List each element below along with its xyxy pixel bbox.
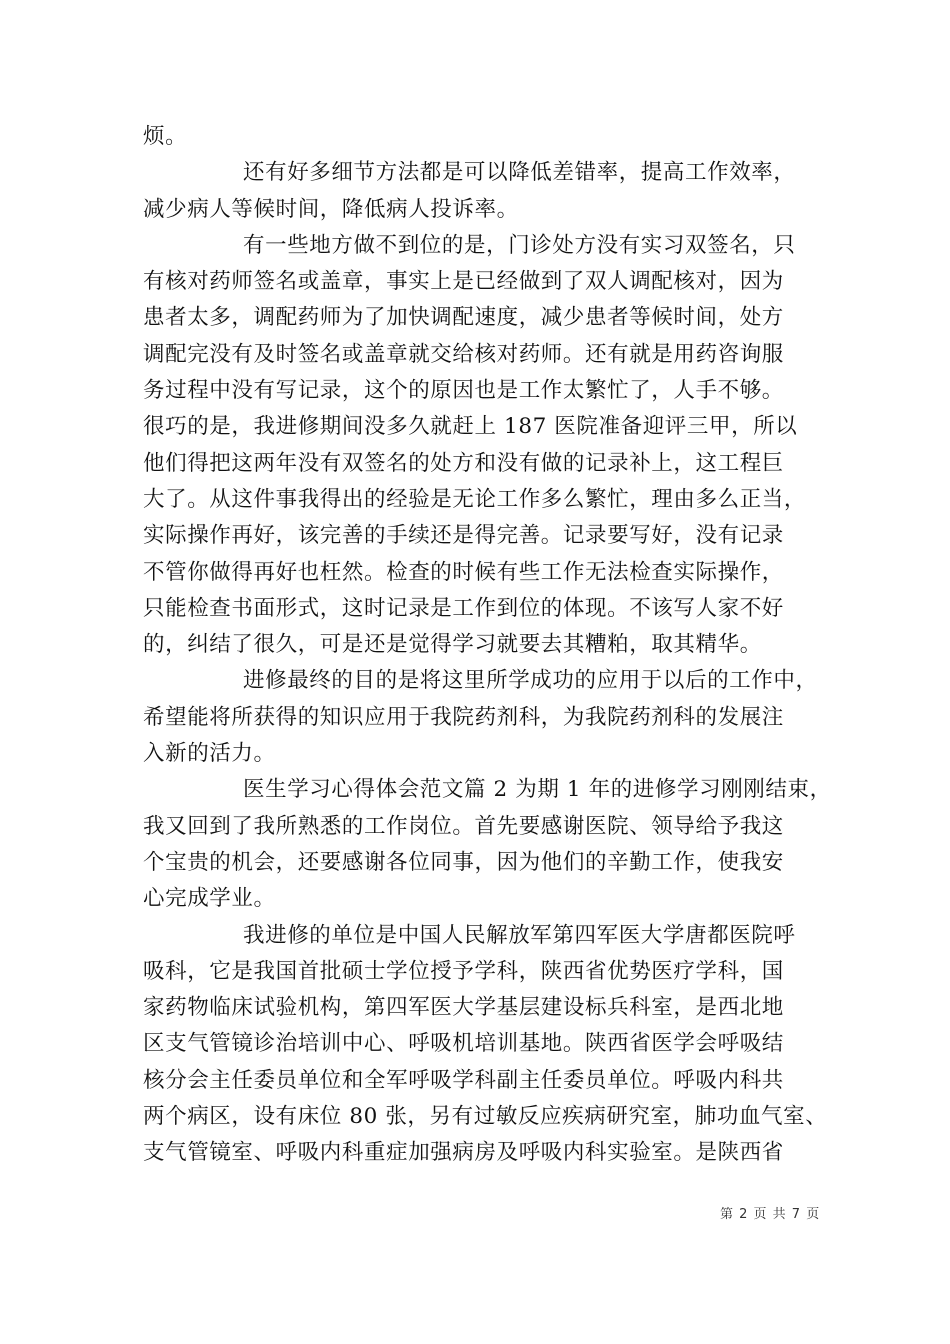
text-line: 有一些地方做不到位的是，门诊处方没有实习双签名，只 <box>243 232 796 258</box>
text-line: 不管你做得再好也枉然。检查的时候有些工作无法检查实际操作， <box>143 559 784 585</box>
text-line: 医生学习心得体会范文篇 2 为期 1 年的进修学习刚刚结束， <box>243 777 832 803</box>
page-number-footer: 第 2 页 共 7 页 <box>720 1207 821 1222</box>
text-line: 希望能将所获得的知识应用于我院药剂科，为我院药剂科的发展注 <box>143 704 784 730</box>
text-line: 吸科，它是我国首批硕士学位授予学科，陕西省优势医疗学科，国 <box>143 958 784 984</box>
text-line: 核分会主任委员单位和全军呼吸学科副主任委员单位。呼吸内科共 <box>143 1067 784 1093</box>
text-line: 心完成学业。 <box>143 886 276 912</box>
text-line: 务过程中没有写记录，这个的原因也是工作太繁忙了，人手不够。 <box>143 378 784 404</box>
text-line: 家药物临床试验机构，第四军医大学基层建设标兵科室，是西北地 <box>143 995 784 1021</box>
document-body <box>143 119 832 1172</box>
text-line: 有核对药师签名或盖章，事实上是已经做到了双人调配核对，因为 <box>143 269 784 295</box>
text-line: 我进修的单位是中国人民解放军第四军医大学唐都医院呼 <box>243 922 796 948</box>
text-line: 患者太多，调配药师为了加快调配速度，减少患者等候时间，处方 <box>143 305 784 331</box>
text-line: 大了。从这件事我得出的经验是无论工作多么繁忙，理由多么正当， <box>143 486 807 512</box>
text-line: 两个病区，设有床位 80 张，另有过敏反应疾病研究室，肺功血气室、 <box>143 1104 828 1130</box>
text-line: 还有好多细节方法都是可以降低差错率，提高工作效率， <box>243 160 796 186</box>
text-line: 的，纠结了很久，可是还是觉得学习就要去其糟粕，取其精华。 <box>143 632 762 658</box>
text-line: 烦。 <box>143 124 188 149</box>
text-line: 实际操作再好，该完善的手续还是得完善。记录要写好，没有记录 <box>143 523 784 549</box>
text-line: 进修最终的目的是将这里所学成功的应用于以后的工作中， <box>243 668 818 694</box>
text-line: 减少病人等候时间，降低病人投诉率。 <box>143 196 519 222</box>
text-line: 很巧的是，我进修期间没多久就赶上 187 医院准备迎评三甲，所以 <box>143 414 798 440</box>
text-line: 支气管镜室、呼吸内科重症加强病房及呼吸内科实验室。是陕西省 <box>143 1140 784 1166</box>
text-line: 我又回到了我所熟悉的工作岗位。首先要感谢医院、领导给予我这 <box>143 813 784 839</box>
text-line: 个宝贵的机会，还要感谢各位同事，因为他们的辛勤工作，使我安 <box>143 849 784 875</box>
text-line: 区支气管镜诊治培训中心、呼吸机培训基地。陕西省医学会呼吸结 <box>143 1031 784 1057</box>
text-line: 入新的活力。 <box>143 741 276 767</box>
text-line: 他们得把这两年没有双签名的处方和没有做的记录补上，这工程巨 <box>143 450 784 476</box>
text-line: 只能检查书面形式，这时记录是工作到位的体现。不该写人家不好 <box>143 595 784 621</box>
text-line: 调配完没有及时签名或盖章就交给核对药师。还有就是用药咨询服 <box>143 341 784 367</box>
